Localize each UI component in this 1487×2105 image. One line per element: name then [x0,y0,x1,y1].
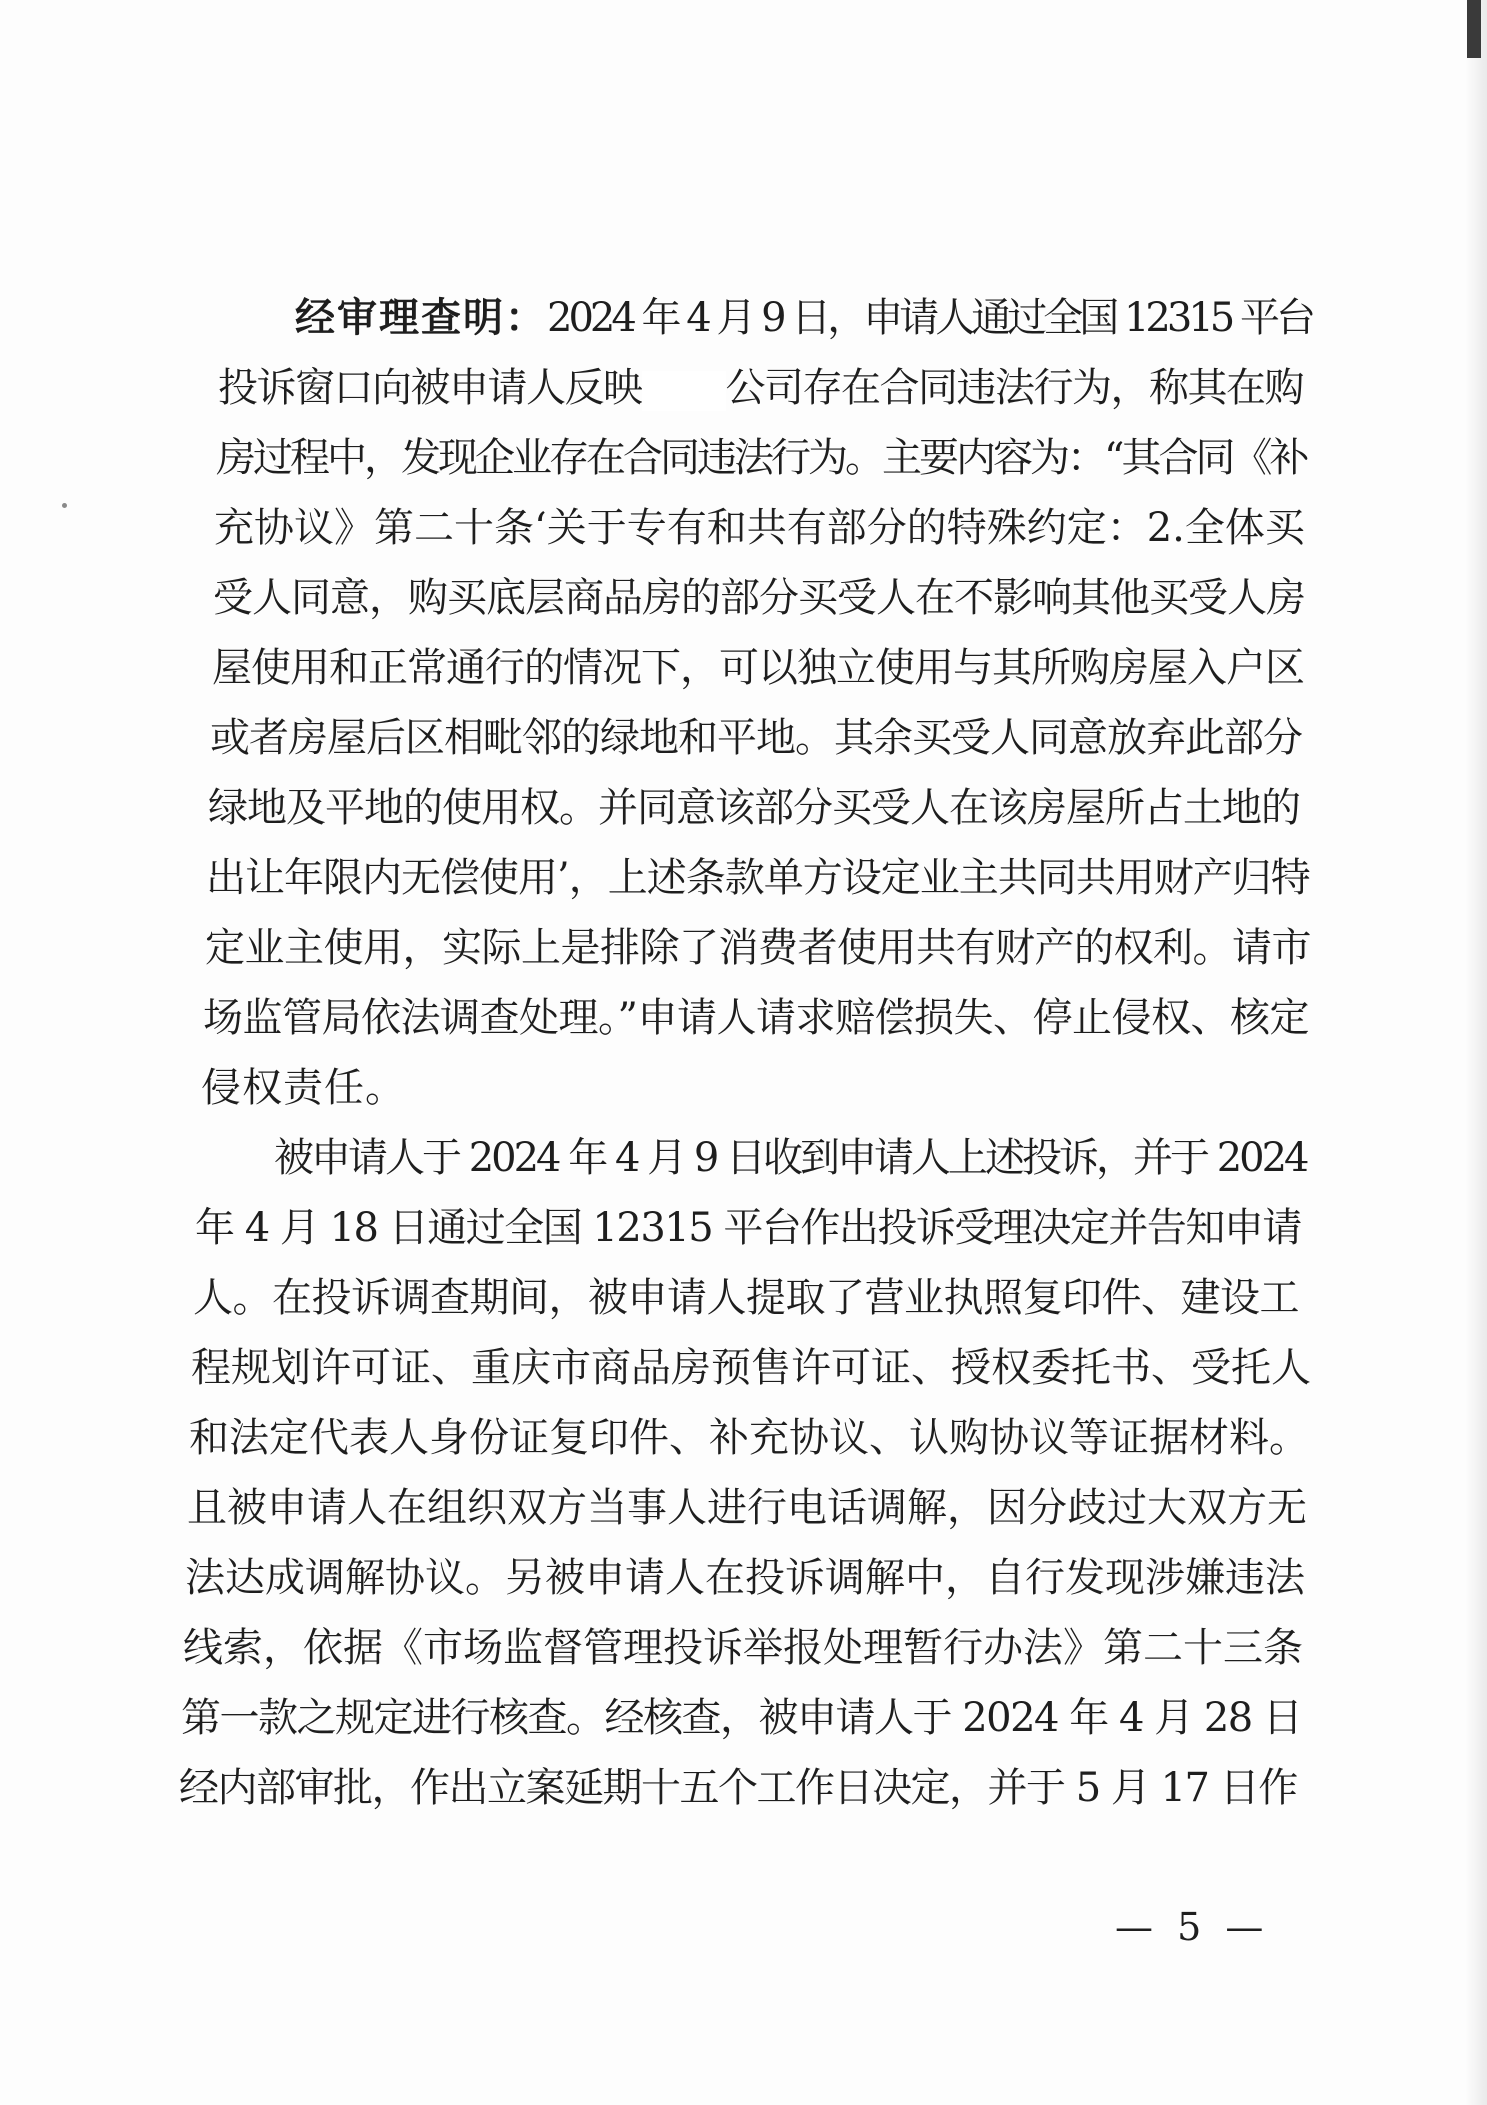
findings-lead: 经审理查明： [295,295,547,341]
findings-line-7: 或者房屋后区相毗邻的绿地和平地。其余买受人同意放弃此部分 [210,715,1302,761]
processing-line-6: 且被申请人在组织双方当事人进行电话调解，因分歧过大双方无 [187,1485,1307,1531]
findings-line-9: 出让年限内无偿使用’，上述条款单方设定业主共同共用财产归特 [206,855,1310,901]
paragraph-line [218,364,1303,412]
findings-line-11: 场监管局依法调查处理。”申请人请求赔偿损失、停止侵权、核定 [203,995,1309,1041]
page-number: — 5 — [1115,1905,1270,1949]
processing-line-4: 程规划许可证、重庆市商品房预售许可证、授权委托书、受托人 [191,1345,1311,1391]
processing-line-10: 经内部审批，作出立案延期十五个工作日决定，并于 5 月 17 日作 [179,1765,1297,1811]
scan-speck [62,503,67,508]
scan-edge-shadow [1465,0,1487,2105]
processing-line-3: 人。在投诉调查期间，被申请人提取了营业执照复印件、建设工 [193,1275,1299,1321]
scan-corner-mark [1467,0,1481,58]
findings-line-4: 充协议》第二十条‘关于专有和共有部分的特殊约定：2.全体买 [214,505,1305,551]
redaction-box [642,371,726,411]
processing-line-5: 和法定代表人身份证复印件、补充协议、认购协议等证据材料。 [189,1415,1309,1461]
processing-line-1: 被申请人于 2024 年 4 月 9 日收到申请人上述投诉，并于 2024 [274,1135,1307,1181]
processing-line-7: 法达成调解协议。另被申请人在投诉调解中，自行发现涉嫌违法 [185,1555,1305,1601]
findings-line-1: 2024 年 4 月 9 日，申请人通过全国 12315 平台 [547,295,1312,341]
processing-line-8: 线索，依据《市场监督管理投诉举报处理暂行办法》第二十三条 [183,1625,1303,1671]
findings-line-5: 受人同意，购买底层商品房的部分买受人在不影响其他买受人房 [213,575,1305,621]
findings-line-3: 房过程中，发现企业存在合同违法行为。主要内容为：“其合同《补 [216,435,1307,481]
findings-line-2b: 公司存在合同违法行为，称其在购 [725,365,1303,411]
findings-line-6: 屋使用和正常通行的情况下，可以独立使用与其所购房屋入户区 [212,645,1304,691]
processing-line-2: 年 4 月 18 日通过全国 12315 平台作出投诉受理决定并告知申请 [195,1205,1301,1251]
findings-line-10: 定业主使用，实际上是排除了消费者使用共有财产的权利。请市 [205,925,1311,971]
paragraph-line [295,294,1312,342]
findings-line-12: 侵权责任。 [201,1065,406,1111]
processing-line-9: 第一款之规定进行核查。经核查，被申请人于 2024 年 4 月 28 日 [181,1695,1302,1741]
findings-line-8: 绿地及平地的使用权。并同意该部分买受人在该房屋所占土地的 [208,785,1300,831]
findings-line-2a: 投诉窗口向被申请人反映 [218,365,642,411]
